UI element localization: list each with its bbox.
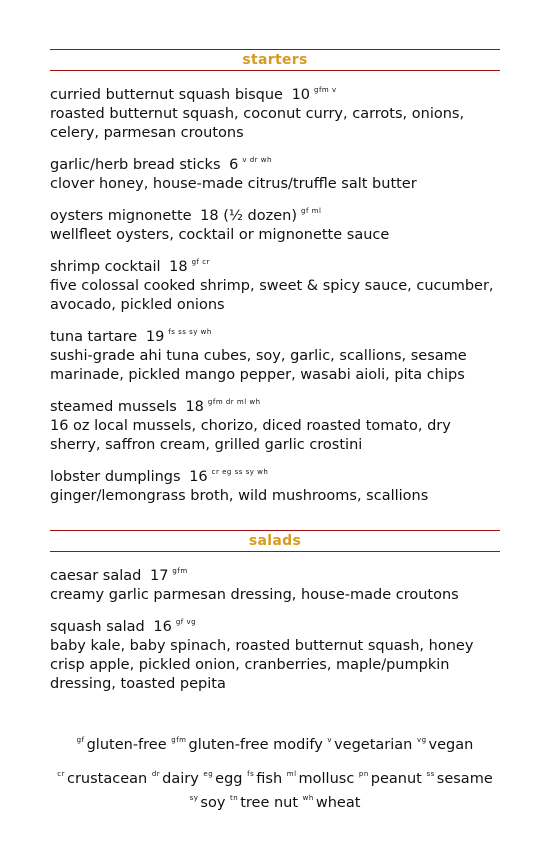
menu-item-tags: gf ml xyxy=(301,207,322,215)
menu-item-title xyxy=(50,463,500,487)
section-rule-bottom xyxy=(50,70,500,71)
legend-label: vegetarian xyxy=(334,737,413,753)
legend-line xyxy=(40,765,510,813)
menu-item xyxy=(50,253,500,315)
legend-entry xyxy=(171,737,323,753)
legend-label: tree nut xyxy=(240,795,299,811)
menu-item-price: 10 xyxy=(291,87,311,103)
menu-item-title xyxy=(50,253,500,277)
menu-item-title xyxy=(50,613,500,637)
legend-entry xyxy=(77,737,167,753)
legend-label: peanut xyxy=(370,771,422,787)
menu-item-description: roasted butternut squash, coconut curry, carrots, onions, celery, parmesan croutons xyxy=(50,106,465,141)
legend-entry xyxy=(359,771,422,787)
legend-code: pn xyxy=(358,770,369,778)
legend-code: gf xyxy=(76,736,85,744)
menu-item-price: 18 xyxy=(185,399,204,415)
legend-entry xyxy=(287,771,355,787)
legend-entry xyxy=(57,771,147,787)
menu-item-tags: fs ss sy wh xyxy=(168,328,212,336)
legend-entry xyxy=(152,771,199,787)
legend-code: ss xyxy=(426,770,435,778)
legend-code: v xyxy=(327,736,333,744)
legend-entry xyxy=(203,771,242,787)
menu-item-description: creamy garlic parmesan dressing, house-made croutons xyxy=(50,587,459,603)
legend-label: crustacean xyxy=(66,771,148,787)
salads-section xyxy=(50,530,500,702)
legend-code: tn xyxy=(230,794,239,802)
legend-label: gluten-free modify xyxy=(188,737,323,753)
legend-label: egg xyxy=(215,771,243,787)
menu-item-description: clover honey, house-made citrus/truffle salt butter xyxy=(50,176,417,192)
menu-item-description: five colossal cooked shrimp, sweet & spicy sauce, cucumber, avocado, pickled onions xyxy=(50,278,494,313)
legend-entry xyxy=(327,737,412,753)
menu-item-description: 16 oz local mussels, chorizo, diced roasted tomato, dry sherry, saffron cream, grilled garlic crostini xyxy=(50,418,451,453)
legend-entry xyxy=(417,737,473,753)
menu-item-list xyxy=(50,81,500,506)
menu-item-title xyxy=(50,323,500,347)
menu-item-price: 19 xyxy=(145,329,165,345)
section-heading: starters xyxy=(242,52,308,68)
legend-code: eg xyxy=(203,770,214,778)
allergen-legend xyxy=(40,731,510,813)
menu-item-tags: gf cr xyxy=(191,258,210,266)
menu-item-tags: v dr wh xyxy=(242,156,272,164)
legend-code: fs xyxy=(247,770,255,778)
section-rule-bottom xyxy=(50,551,500,552)
legend-line xyxy=(40,731,510,755)
legend-label: mollusc xyxy=(298,771,355,787)
menu-item-name: oysters mignonette xyxy=(50,208,192,224)
menu-item-description: wellfleet oysters, cocktail or mignonette sauce xyxy=(50,227,390,243)
menu-item-tags: cr eg ss sy wh xyxy=(211,468,269,476)
menu-item xyxy=(50,81,500,143)
menu-item-description: sushi-grade ahi tuna cubes, soy, garlic, scallions, sesame marinade, pickled mango pepper, wasabi aioli, pita chips xyxy=(50,348,467,383)
legend-entry xyxy=(303,795,361,811)
menu-item xyxy=(50,463,500,506)
legend-label: fish xyxy=(256,771,283,787)
menu-item-name: caesar salad xyxy=(50,568,142,584)
menu-item-title xyxy=(50,202,500,226)
legend-label: dairy xyxy=(162,771,199,787)
menu-item-name: lobster dumplings xyxy=(50,469,181,485)
menu-item-price: 6 xyxy=(229,157,239,173)
menu-item-description: baby kale, baby spinach, roasted butternut squash, honey crisp apple, pickled onion, cranberries, maple/pumpkin dressing, toasted pepita xyxy=(50,638,474,692)
legend-code: gfm xyxy=(171,736,187,744)
menu-item-list xyxy=(50,562,500,694)
menu-item xyxy=(50,202,500,245)
legend-entry xyxy=(190,795,226,811)
menu-item-title xyxy=(50,562,500,586)
menu-item-price: 17 xyxy=(149,568,169,584)
legend-code: vg xyxy=(416,736,427,744)
menu-item-tags: gfm dr ml wh xyxy=(207,398,261,406)
legend-label: soy xyxy=(200,795,226,811)
legend-label: vegan xyxy=(428,737,474,753)
legend-code: ml xyxy=(286,770,297,778)
starters-section xyxy=(50,49,500,514)
menu-item xyxy=(50,613,500,694)
menu-item-title xyxy=(50,81,500,105)
legend-label: gluten-free xyxy=(86,737,167,753)
menu-item-title xyxy=(50,393,500,417)
menu-item-price: 18 (½ dozen) xyxy=(200,208,298,224)
menu-item-tags: gfm v xyxy=(314,86,337,94)
menu-item xyxy=(50,151,500,194)
section-heading: salads xyxy=(248,533,302,549)
legend-code: cr xyxy=(57,770,65,778)
menu-item-name: curried butternut squash bisque xyxy=(50,87,283,103)
menu-item xyxy=(50,562,500,605)
menu-item xyxy=(50,393,500,455)
menu-item-name: squash salad xyxy=(50,619,145,635)
menu-item-name: shrimp cocktail xyxy=(50,259,161,275)
menu-item-tags: gfm xyxy=(172,567,188,575)
menu-item-name: tuna tartare xyxy=(50,329,138,345)
menu-item-price: 18 xyxy=(169,259,188,275)
menu-item-title xyxy=(50,151,500,175)
menu-item-name: steamed mussels xyxy=(50,399,177,415)
legend-entry xyxy=(247,771,282,787)
legend-entry xyxy=(426,771,492,787)
legend-label: sesame xyxy=(436,771,493,787)
legend-code: dr xyxy=(151,770,161,778)
legend-entry xyxy=(230,795,298,811)
menu-item-tags: gf vg xyxy=(175,618,197,626)
menu-item-name: garlic/herb bread sticks xyxy=(50,157,221,173)
legend-label: wheat xyxy=(315,795,361,811)
menu-item-price: 16 xyxy=(153,619,172,635)
menu-item xyxy=(50,323,500,385)
legend-code: sy xyxy=(189,794,199,802)
menu-item-description: ginger/lemongrass broth, wild mushrooms, scallions xyxy=(50,488,429,504)
legend-code: wh xyxy=(302,794,314,802)
menu-item-price: 16 xyxy=(189,469,208,485)
